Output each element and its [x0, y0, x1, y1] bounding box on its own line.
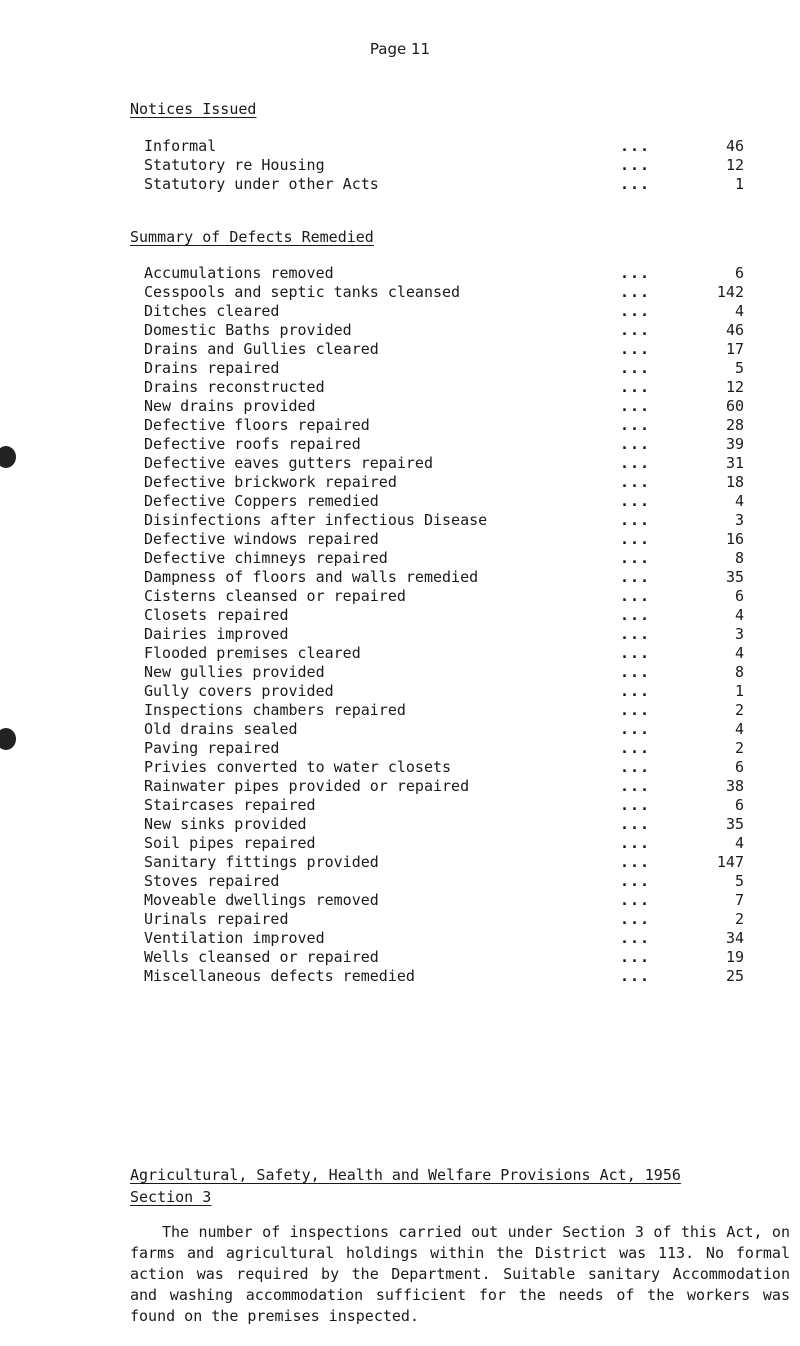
table-row	[144, 454, 744, 473]
row-label: Inspections chambers repaired	[144, 701, 406, 719]
row-label: Defective chimneys repaired	[144, 549, 388, 567]
row-label: New drains provided	[144, 397, 316, 415]
row-label: Domestic Baths provided	[144, 321, 352, 339]
table-row	[144, 967, 744, 986]
row-value: 4	[734, 720, 744, 738]
row-label: Dampness of floors and walls remedied	[144, 568, 479, 586]
row-label: Miscellaneous defects remedied	[144, 967, 415, 985]
row-leader-dots: ...	[620, 853, 651, 871]
table-row	[144, 340, 744, 359]
row-label: Statutory under other Acts	[144, 175, 379, 193]
row-value: 1	[734, 682, 744, 700]
row-value: 2	[734, 739, 744, 757]
row-leader-dots: ...	[620, 416, 651, 434]
table-row	[144, 815, 744, 834]
table-row	[144, 663, 744, 682]
row-label: Cisterns cleansed or repaired	[144, 587, 406, 605]
row-leader-dots: ...	[620, 872, 651, 890]
table-row	[144, 549, 744, 568]
row-label: Flooded premises cleared	[144, 644, 361, 662]
row-value: 34	[725, 929, 744, 947]
row-value: 18	[725, 473, 744, 491]
row-value: 12	[725, 378, 744, 396]
row-label: Drains and Gullies cleared	[144, 340, 379, 358]
row-value: 17	[725, 340, 744, 358]
row-leader-dots: ...	[620, 397, 651, 415]
row-label: Old drains sealed	[144, 720, 298, 738]
row-label: Disinfections after infectious Disease	[144, 511, 488, 529]
row-label: Soil pipes repaired	[144, 834, 316, 852]
table-row	[144, 625, 744, 644]
table-row	[144, 644, 744, 663]
row-value: 35	[725, 815, 744, 833]
row-value: 6	[734, 758, 744, 776]
row-leader-dots: ...	[620, 302, 651, 320]
row-label: New gullies provided	[144, 663, 325, 681]
row-leader-dots: ...	[620, 492, 651, 510]
row-leader-dots: ...	[620, 321, 651, 339]
row-label: Wells cleansed or repaired	[144, 948, 379, 966]
row-leader-dots: ...	[620, 283, 651, 301]
row-leader-dots: ...	[620, 701, 651, 719]
table-row	[144, 264, 744, 283]
table-row	[144, 891, 744, 910]
row-value: 46	[725, 137, 744, 155]
row-leader-dots: ...	[620, 606, 651, 624]
table-row	[144, 872, 744, 891]
row-value: 19	[725, 948, 744, 966]
table-row	[144, 416, 744, 435]
row-value: 60	[725, 397, 744, 415]
table-row	[144, 397, 744, 416]
row-value: 4	[734, 644, 744, 662]
row-value: 39	[725, 435, 744, 453]
table-row	[144, 929, 744, 948]
row-value: 3	[734, 511, 744, 529]
act-heading: Agricultural, Safety, Health and Welfare Provisions Act, 1956	[130, 1166, 681, 1184]
row-leader-dots: ...	[620, 175, 651, 193]
row-label: Closets repaired	[144, 606, 289, 624]
table-row	[144, 853, 744, 872]
table-row	[144, 175, 744, 194]
row-label: Moveable dwellings removed	[144, 891, 379, 909]
row-value: 5	[734, 872, 744, 890]
row-leader-dots: ...	[620, 739, 651, 757]
row-value: 25	[725, 967, 744, 985]
row-leader-dots: ...	[620, 758, 651, 776]
row-value: 6	[734, 587, 744, 605]
row-label: Urinals repaired	[144, 910, 289, 928]
row-leader-dots: ...	[620, 891, 651, 909]
table-row	[144, 720, 744, 739]
table-row	[144, 834, 744, 853]
row-label: Gully covers provided	[144, 682, 334, 700]
table-row	[144, 758, 744, 777]
row-leader-dots: ...	[620, 663, 651, 681]
table-row	[144, 948, 744, 967]
table-row	[144, 321, 744, 340]
row-label: Ventilation improved	[144, 929, 325, 947]
table-row	[144, 302, 744, 321]
defects-table	[144, 264, 744, 986]
row-label: Cesspools and septic tanks cleansed	[144, 283, 461, 301]
row-value: 2	[734, 910, 744, 928]
table-row	[144, 473, 744, 492]
row-value: 16	[725, 530, 744, 548]
row-leader-dots: ...	[620, 644, 651, 662]
table-row	[144, 701, 744, 720]
row-label: New sinks provided	[144, 815, 307, 833]
row-leader-dots: ...	[620, 568, 651, 586]
table-row	[144, 606, 744, 625]
row-leader-dots: ...	[620, 359, 651, 377]
notices-table	[144, 137, 744, 194]
defects-heading: Summary of Defects Remedied	[130, 228, 374, 246]
row-label: Drains reconstructed	[144, 378, 325, 396]
row-label: Statutory re Housing	[144, 156, 325, 174]
row-leader-dots: ...	[620, 682, 651, 700]
row-label: Paving repaired	[144, 739, 280, 757]
row-label: Ditches cleared	[144, 302, 280, 320]
row-leader-dots: ...	[620, 967, 651, 985]
table-row	[144, 910, 744, 929]
row-value: 3	[734, 625, 744, 643]
row-leader-dots: ...	[620, 473, 651, 491]
row-label: Defective brickwork repaired	[144, 473, 397, 491]
row-value: 4	[734, 834, 744, 852]
row-value: 4	[734, 606, 744, 624]
row-label: Drains repaired	[144, 359, 280, 377]
table-row	[144, 777, 744, 796]
row-label: Dairies improved	[144, 625, 289, 643]
row-leader-dots: ...	[620, 929, 651, 947]
table-row	[144, 359, 744, 378]
row-leader-dots: ...	[620, 834, 651, 852]
row-label: Rainwater pipes provided or repaired	[144, 777, 470, 795]
table-row	[144, 511, 744, 530]
row-label: Accumulations removed	[144, 264, 334, 282]
punch-hole-mark	[0, 446, 16, 468]
row-leader-dots: ...	[620, 625, 651, 643]
row-value: 8	[734, 663, 744, 681]
row-leader-dots: ...	[620, 777, 651, 795]
table-row	[144, 739, 744, 758]
row-leader-dots: ...	[620, 530, 651, 548]
row-value: 8	[734, 549, 744, 567]
table-row	[144, 796, 744, 815]
row-value: 31	[725, 454, 744, 472]
row-label: Informal	[144, 137, 217, 155]
row-label: Defective floors repaired	[144, 416, 370, 434]
row-value: 38	[725, 777, 744, 795]
punch-hole-mark	[0, 728, 16, 750]
row-leader-dots: ...	[620, 264, 651, 282]
row-leader-dots: ...	[620, 720, 651, 738]
row-label: Sanitary fittings provided	[144, 853, 379, 871]
row-label: Defective eaves gutters repaired	[144, 454, 433, 472]
row-label: Privies converted to water closets	[144, 758, 452, 776]
row-value: 6	[734, 264, 744, 282]
row-label: Staircases repaired	[144, 796, 316, 814]
row-value: 6	[734, 796, 744, 814]
row-value: 2	[734, 701, 744, 719]
table-row	[144, 137, 744, 156]
table-row	[144, 283, 744, 302]
table-row	[144, 378, 744, 397]
row-leader-dots: ...	[620, 435, 651, 453]
row-leader-dots: ...	[620, 587, 651, 605]
row-value: 4	[734, 492, 744, 510]
row-value: 1	[734, 175, 744, 193]
row-value: 28	[725, 416, 744, 434]
row-leader-dots: ...	[620, 796, 651, 814]
row-label: Defective windows repaired	[144, 530, 379, 548]
table-row	[144, 530, 744, 549]
row-value: 7	[734, 891, 744, 909]
notices-heading: Notices Issued	[130, 100, 257, 118]
row-leader-dots: ...	[620, 815, 651, 833]
row-leader-dots: ...	[620, 340, 651, 358]
table-row	[144, 156, 744, 175]
row-value: 142	[716, 283, 744, 301]
section-subheading: Section 3	[130, 1188, 212, 1206]
table-row	[144, 492, 744, 511]
row-leader-dots: ...	[620, 378, 651, 396]
row-value: 12	[725, 156, 744, 174]
row-leader-dots: ...	[620, 156, 651, 174]
table-row	[144, 587, 744, 606]
row-leader-dots: ...	[620, 910, 651, 928]
row-leader-dots: ...	[620, 511, 651, 529]
table-row	[144, 682, 744, 701]
row-label: Defective roofs repaired	[144, 435, 361, 453]
row-value: 4	[734, 302, 744, 320]
row-leader-dots: ...	[620, 137, 651, 155]
inspection-paragraph: The number of inspections carried out under Section 3 of this Act, on farms and agricultural holdings within the District was 113. No formal action was required by the Department. Suitable sanitary Accommodation and washing accommodation sufficient for the needs of the workers was found on the premises inspected.	[130, 1223, 790, 1325]
page-number: Page 11	[369, 40, 431, 58]
row-leader-dots: ...	[620, 549, 651, 567]
row-value: 46	[725, 321, 744, 339]
row-value: 5	[734, 359, 744, 377]
row-label: Defective Coppers remedied	[144, 492, 379, 510]
row-label: Stoves repaired	[144, 872, 280, 890]
row-value: 147	[716, 853, 744, 871]
row-leader-dots: ...	[620, 948, 651, 966]
table-row	[144, 435, 744, 454]
row-value: 35	[725, 568, 744, 586]
row-leader-dots: ...	[620, 454, 651, 472]
table-row	[144, 568, 744, 587]
